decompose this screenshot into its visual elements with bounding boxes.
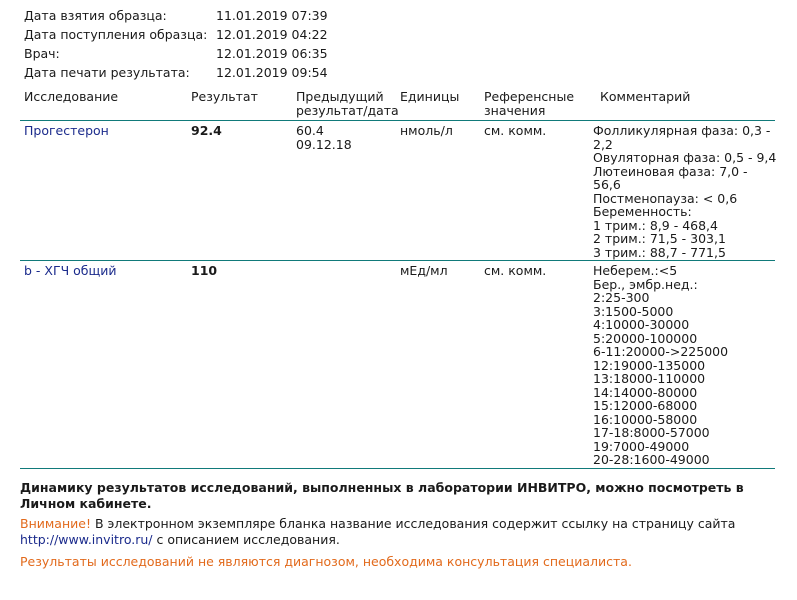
meta-label: Дата печати результата: [24, 65, 190, 80]
header-reference-2: значения [484, 103, 546, 118]
header-previous-2: результат/дата [296, 103, 399, 118]
header-result: Результат [191, 89, 258, 104]
electronic-copy-note [20, 516, 760, 548]
note-text: с описанием исследования. [152, 532, 340, 547]
comment-line: 16:10000-58000 [593, 411, 698, 427]
comment-line: 4:10000-30000 [593, 317, 690, 332]
sample-received-row [24, 25, 328, 44]
header-comment: Комментарий [600, 89, 691, 104]
units: мЕд/мл [400, 263, 448, 278]
reference: см. комм. [484, 123, 547, 138]
comment [593, 264, 728, 467]
test-name-link[interactable]: b - ХГЧ общий [24, 263, 117, 278]
comment-line: 17-18:8000-57000 [593, 425, 710, 440]
comment-line: 2 трим.: 71,5 - 303,1 [593, 231, 726, 246]
note-text: В электронном экземпляре бланка название исследования содержит ссылку на страницу сайта [90, 516, 736, 531]
test-name-link[interactable]: Прогестерон [24, 123, 109, 138]
comment [593, 124, 776, 259]
print-date-row [24, 63, 328, 82]
result-value: 110 [191, 263, 218, 278]
comment-line: 15:12000-68000 [593, 398, 698, 413]
table-bottom-divider [20, 468, 775, 469]
warning-label: Внимание! [20, 516, 91, 531]
dynamics-notice [20, 480, 760, 512]
comment-line: 2,2 [593, 136, 613, 152]
comment-line: Постменопауза: < 0,6 [593, 190, 738, 206]
dynamics-line: Личном кабинете. [20, 496, 152, 511]
meta-label: Дата поступления образца: [24, 27, 208, 42]
comment-line: 14:14000-80000 [593, 384, 698, 400]
comment-line: Овуляторная фаза: 0,5 - 9,4 [593, 150, 777, 165]
comment-line: 3 трим.: 88,7 - 771,5 [593, 244, 726, 260]
meta-value: 12.01.2019 04:22 [216, 27, 328, 42]
comment-line: Неберем.:<5 [593, 263, 678, 278]
sample-taken-row [24, 6, 328, 25]
header-test: Исследование [24, 89, 119, 104]
meta-label: Дата взятия образца: [24, 8, 167, 23]
comment-line: Фолликулярная фаза: 0,3 - [593, 123, 771, 138]
header-divider [20, 120, 775, 121]
previous-value: 60.4 [296, 123, 324, 138]
comment-line: Лютеиновая фаза: 7,0 - [593, 163, 748, 179]
previous-date: 09.12.18 [296, 137, 352, 152]
meta-value: 12.01.2019 09:54 [216, 65, 328, 80]
result-value: 92.4 [191, 123, 222, 138]
units: нмоль/л [400, 123, 453, 138]
reference: см. комм. [484, 263, 547, 278]
comment-line: 6-11:20000->225000 [593, 344, 729, 359]
sample-info [24, 6, 328, 82]
row-divider [20, 260, 775, 261]
comment-line: Беременность: [593, 204, 692, 219]
disclaimer: Результаты исследований не являются диагнозом, необходима консультация специалиста. [20, 554, 632, 569]
comment-line: 20-28:1600-49000 [593, 452, 710, 467]
comment-line: 1 трим.: 8,9 - 468,4 [593, 217, 718, 233]
comment-line: 3:1500-5000 [593, 303, 674, 319]
comment-line: Бер., эмбр.нед.: [593, 276, 698, 292]
header-units: Единицы [400, 89, 460, 104]
comment-line: 5:20000-100000 [593, 330, 698, 346]
comment-line: 12:19000-135000 [593, 357, 706, 373]
comment-line: 13:18000-110000 [593, 371, 706, 386]
comment-line: 56,6 [593, 177, 621, 192]
header-previous-1: Предыдущий [296, 89, 384, 104]
header-reference-1: Референсные [484, 89, 575, 104]
comment-line: 2:25-300 [593, 290, 650, 305]
meta-value: 11.01.2019 07:39 [216, 8, 328, 23]
doctor-row [24, 44, 328, 63]
meta-value: 12.01.2019 06:35 [216, 46, 328, 61]
site-link[interactable]: http://www.invitro.ru/ [20, 532, 153, 547]
meta-label: Врач: [24, 46, 60, 61]
results-table-header [0, 90, 797, 120]
comment-line: 19:7000-49000 [593, 438, 690, 454]
dynamics-line: Динамику результатов исследований, выполненных в лаборатории ИНВИТРО, можно посмотреть в [20, 480, 744, 495]
